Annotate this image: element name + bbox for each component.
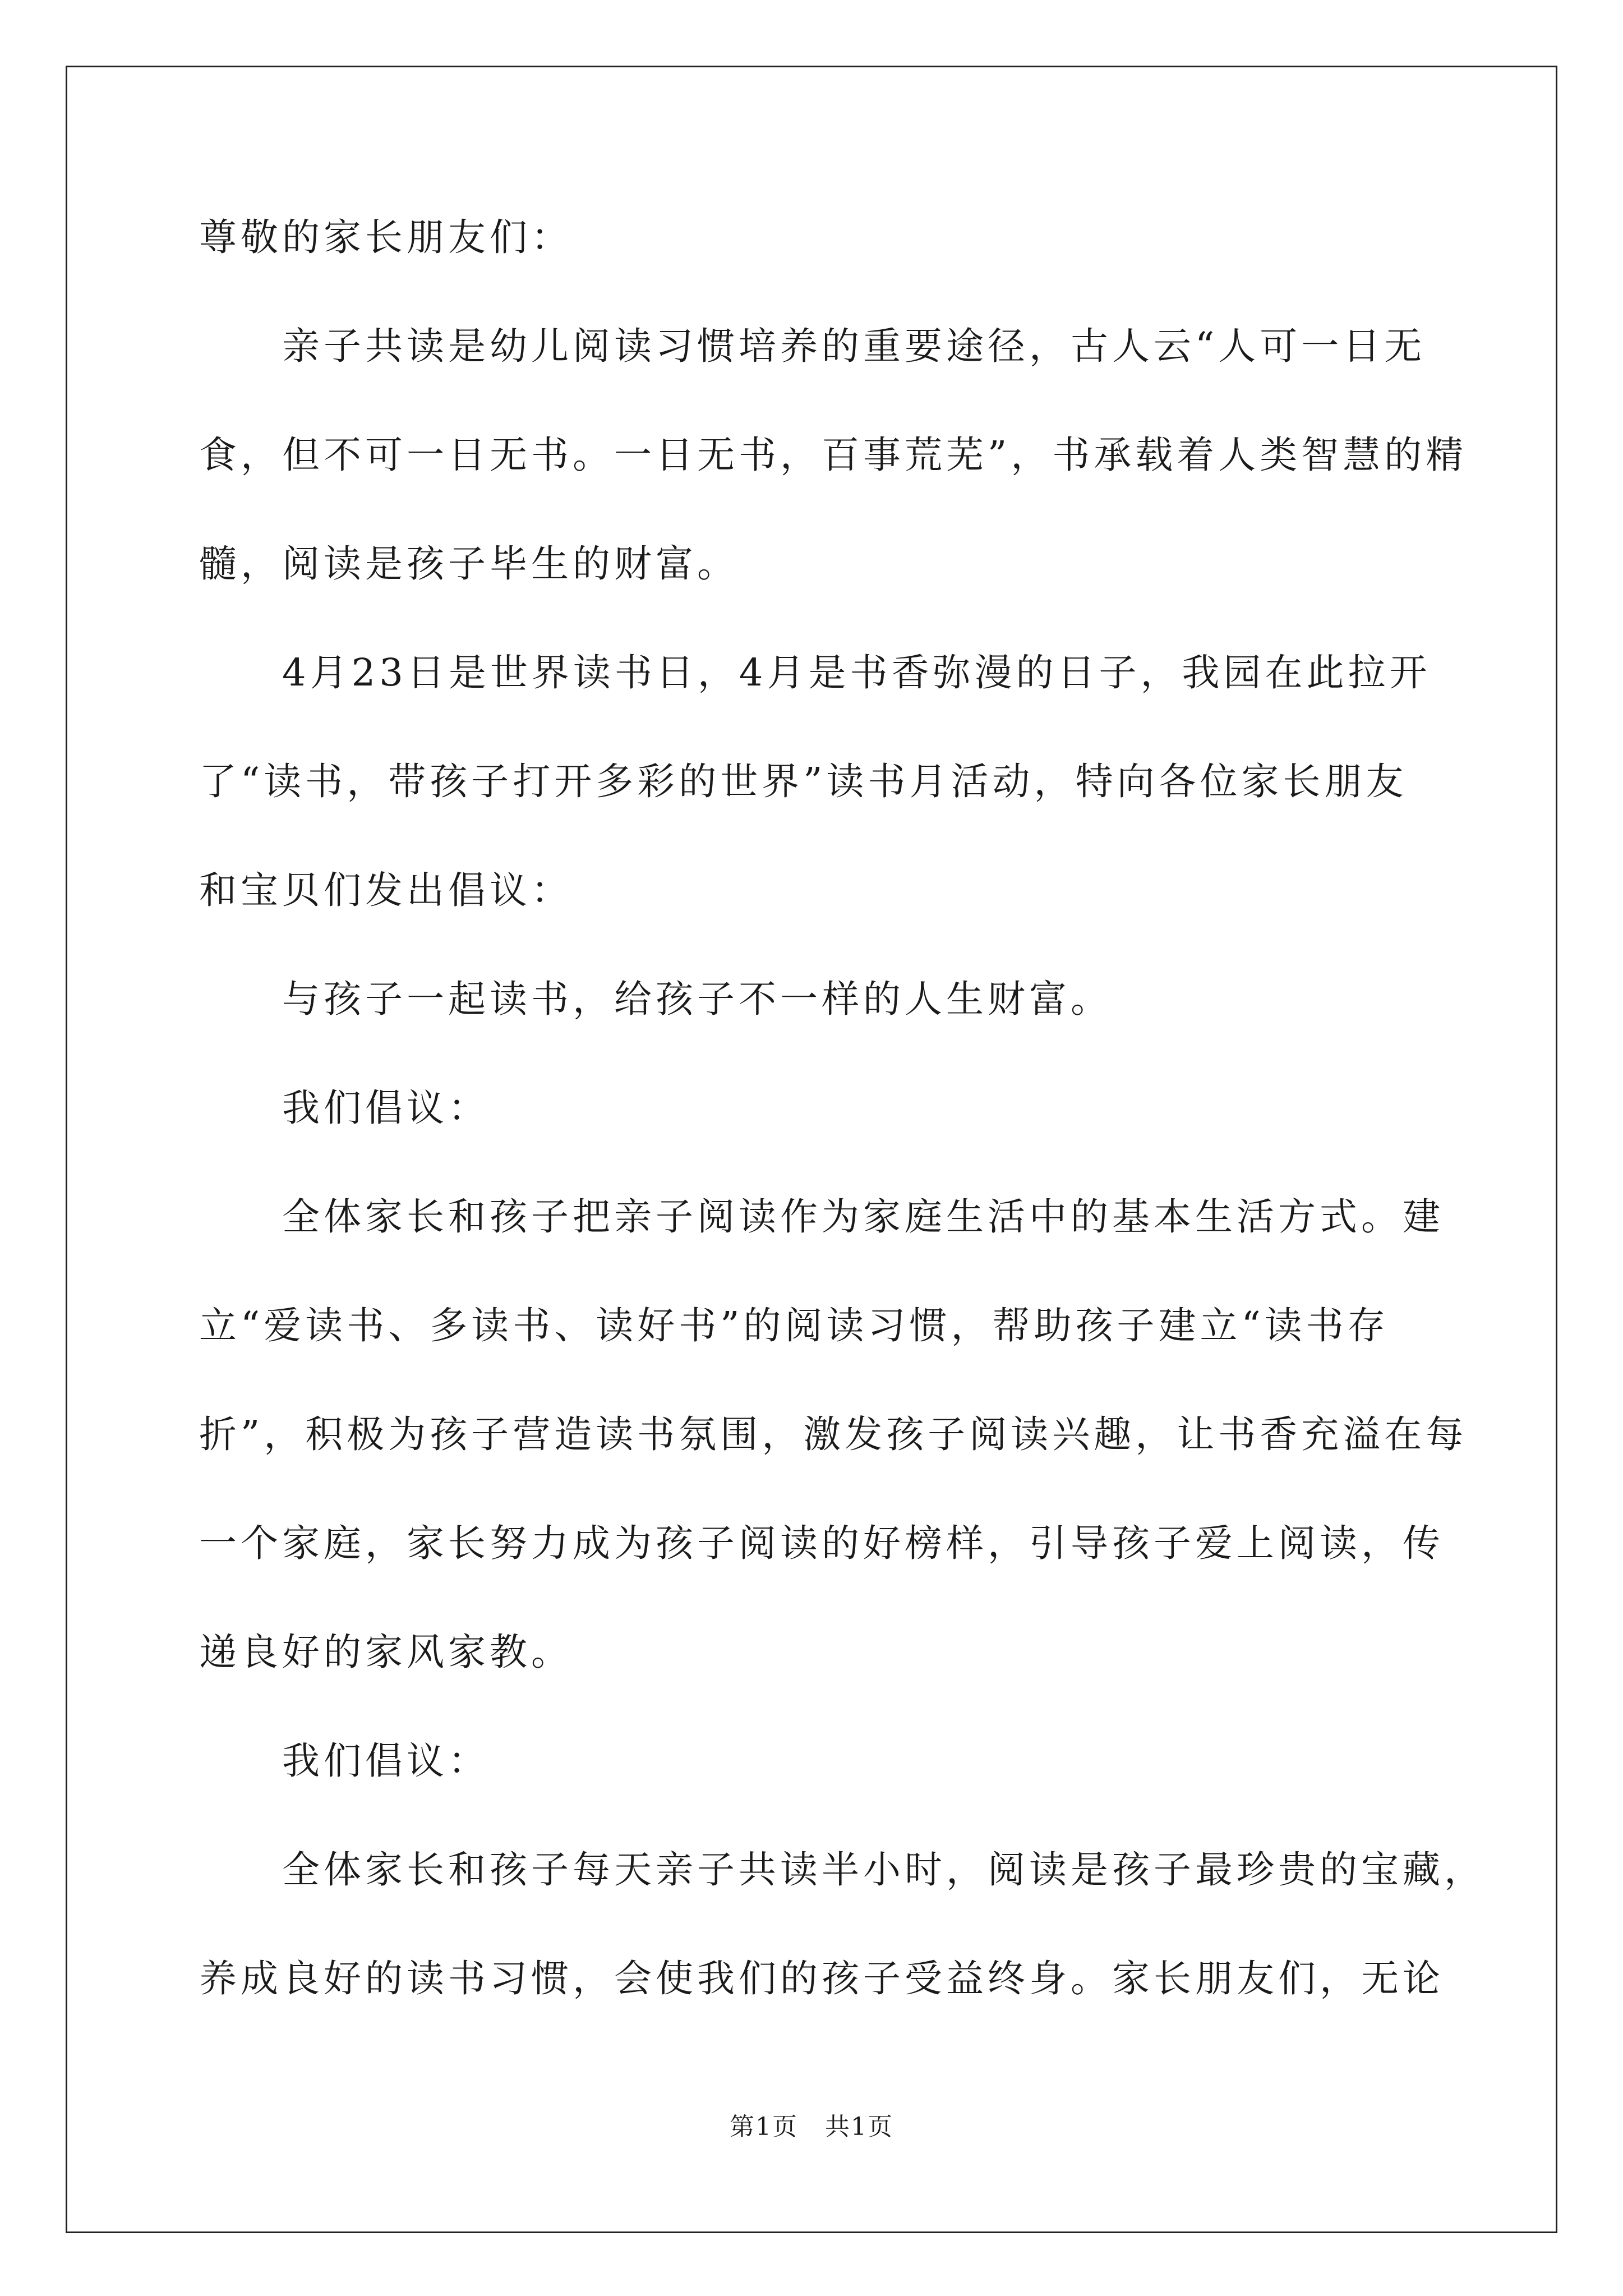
page-number: 第1页 共1页 bbox=[730, 2113, 893, 2141]
body-line: 和宝贝们发出倡议： bbox=[199, 868, 573, 912]
body-line: 与孩子一起读书，给孩子不一样的人生财富。 bbox=[282, 977, 1112, 1021]
body-line: 全体家长和孩子每天亲子共读半小时，阅读是孩子最珍贵的宝藏， bbox=[282, 1848, 1486, 1892]
body-line: 折”，积极为孩子营造读书氛围，激发孩子阅读兴趣，让书香充溢在每 bbox=[199, 1412, 1468, 1456]
body-line: 养成良好的读书习惯，会使我们的孩子受益终身。家长朋友们，无论 bbox=[199, 1957, 1444, 2000]
body-line: 了“读书，带孩子打开多彩的世界”读书月活动，特向各位家长朋友 bbox=[199, 760, 1408, 803]
body-line: 一个家庭，家长努力成为孩子阅读的好榜样，引导孩子爱上阅读，传 bbox=[199, 1521, 1444, 1565]
body-line: 尊敬的家长朋友们： bbox=[199, 215, 573, 259]
body-line: 亲子共读是幼儿阅读习惯培养的重要途径，古人云“人可一日无 bbox=[282, 324, 1426, 368]
page-footer bbox=[0, 2115, 1623, 2139]
body-line: 食，但不可一日无书。一日无书，百事荒芜”，书承载着人类智慧的精 bbox=[199, 433, 1468, 477]
body-line: 我们倡议： bbox=[282, 1739, 490, 1783]
body-line: 4月23日是世界读书日，4月是书香弥漫的日子，我园在此拉开 bbox=[282, 651, 1431, 694]
body-line: 立“爱读书、多读书、读好书”的阅读习惯，帮助孩子建立“读书存 bbox=[199, 1304, 1389, 1347]
body-line: 全体家长和孩子把亲子阅读作为家庭生活中的基本生活方式。建 bbox=[282, 1195, 1444, 1239]
body-line: 髓，阅读是孩子毕生的财富。 bbox=[199, 542, 739, 586]
body-line: 我们倡议： bbox=[282, 1086, 490, 1130]
document-body bbox=[199, 215, 1486, 2069]
body-line: 递良好的家风家教。 bbox=[199, 1630, 573, 1674]
